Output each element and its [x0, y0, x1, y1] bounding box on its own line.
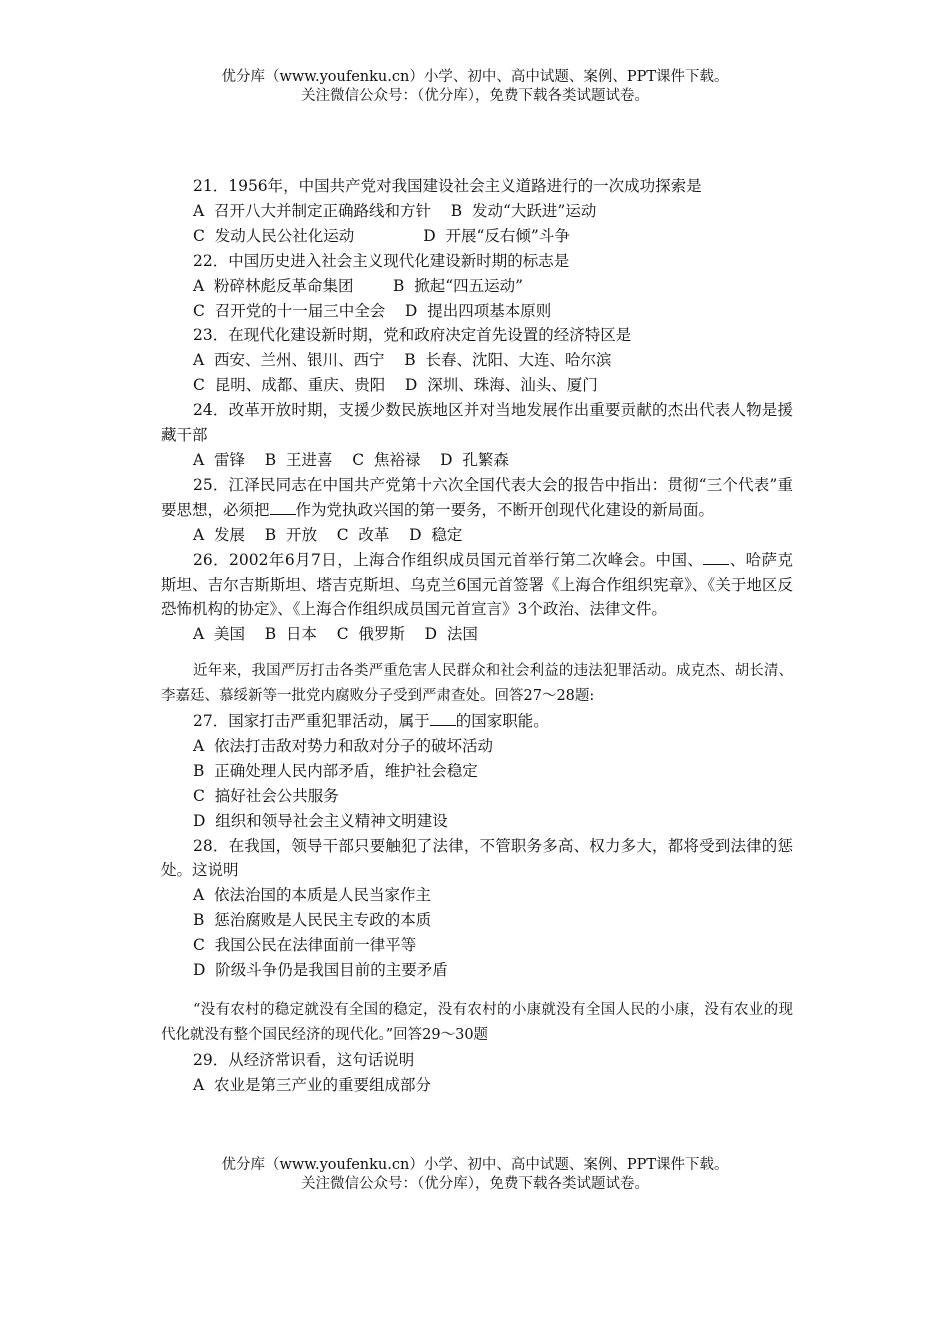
q26-stem-part-a: 26．2002年6月7日，上海合作组织成员国元首举行第二次峰会。中国、 — [193, 550, 704, 569]
answer-blank — [270, 500, 296, 515]
footer-line-2: 关注微信公众号：（优分库），免费下载各类试题试卷。 — [301, 1176, 649, 1192]
q26-stem — [161, 548, 793, 623]
header-line-1: 优分库（www.youfenku.cn）小学、初中、高中试题、案例、PPT课件下载。 — [221, 69, 729, 85]
q26-options: A 美国 B 日本 C 俄罗斯 D 法国 — [193, 625, 478, 644]
q28-stem: 28．在我国，领导干部只要触犯了法律，不管职务多高、权力多大，都将受到法律的惩处。这说明 — [161, 836, 793, 880]
q24-stem: 24．改革开放时期，支援少数民族地区并对当地发展作出重要贡献的杰出代表人物是援藏干部 — [161, 401, 793, 445]
q25-stem — [161, 473, 793, 523]
answer-blank — [430, 711, 456, 726]
q28-option-c: C 我国公民在法律面前一律平等 — [193, 936, 417, 955]
question-body — [161, 174, 793, 1098]
q27-stem — [161, 709, 793, 734]
passage-29-30: “没有农村的稳定就没有全国的稳定，没有农村的小康就没有全国人民的小康，没有农业的现代化就没有整个国民经济的现代化。”回答29～30题 — [161, 1002, 793, 1043]
q23-options-ab: A 西安、兰州、银川、西宁 B 长春、沈阳、大连、哈尔滨 — [193, 351, 612, 370]
passage-27-28: 近年来，我国严厉打击各类严重危害人民群众和社会利益的违法犯罪活动。成克杰、胡长清、李嘉廷、慕绥新等一批党内腐败分子受到严肃查处。回答27～28题: — [161, 663, 793, 705]
q21-options-cd: C 发动人民公社化运动 D 开展“反右倾”斗争 — [193, 226, 570, 245]
q22-options-ab: A 粉碎林彪反革命集团 B 掀起“四五运动” — [193, 276, 524, 295]
q23-options-cd: C 昆明、成都、重庆、贵阳 D 深圳、珠海、汕头、厦门 — [193, 376, 598, 395]
q27-option-b: B 正确处理人民内部矛盾，维护社会稳定 — [193, 761, 478, 780]
q22-stem: 22．中国历史进入社会主义现代化建设新时期的标志是 — [193, 251, 570, 270]
q25-options: A 发展 B 开放 C 改革 D 稳定 — [193, 525, 463, 544]
q24-options: A 雷锋 B 王进喜 C 焦裕禄 D 孔繁森 — [193, 450, 509, 469]
q23-stem: 23．在现代化建设新时期，党和政府决定首先设置的经济特区是 — [193, 326, 632, 345]
q29-option-a: A 农业是第三产业的重要组成部分 — [193, 1075, 432, 1094]
page-footer — [0, 1156, 950, 1194]
q25-stem-part-a: 25．江泽民同志在中国共产党第十六次全国代表大会的报告中指出：贯彻“三个代表”重要思想，必须把 — [161, 475, 793, 519]
q27-option-d: D 组织和领导社会主义精神文明建设 — [193, 811, 448, 830]
q27-option-c: C 搞好社会公共服务 — [193, 786, 339, 805]
footer-line-1: 优分库（www.youfenku.cn）小学、初中、高中试题、案例、PPT课件下载。 — [221, 1157, 729, 1173]
spacer — [161, 647, 793, 659]
q28-option-b: B 惩治腐败是人民民主专政的本质 — [193, 911, 432, 930]
q28-option-a: A 依法治国的本质是人民当家作主 — [193, 886, 432, 905]
q21-options-ab: A 召开八大并制定正确路线和方针 B 发动“大跃进”运动 — [193, 201, 597, 220]
q25-stem-part-b: 作为党执政兴国的第一要务，不断开创现代化建设的新局面。 — [295, 500, 715, 519]
q22-options-cd: C 召开党的十一届三中全会 D 提出四项基本原则 — [193, 301, 552, 320]
q27-stem-part-b: 的国家职能。 — [455, 712, 549, 731]
page-header — [0, 68, 950, 106]
q21-stem: 21．1956年，中国共产党对我国建设社会主义道路进行的一次成功探索是 — [193, 177, 702, 195]
answer-blank — [703, 550, 729, 565]
q27-option-a: A 依法打击敌对势力和敌对分子的破坏活动 — [193, 736, 494, 755]
q28-option-d: D 阶级斗争仍是我国目前的主要矛盾 — [193, 961, 448, 980]
q29-stem: 29．从经济常识看，这句话说明 — [193, 1050, 415, 1069]
q27-stem-part-a: 27．国家打击严重犯罪活动，属于 — [193, 712, 430, 731]
spacer — [161, 983, 793, 998]
q26-stem-part-b: 、哈萨克斯坦、吉尔吉斯斯坦、塔吉克斯坦、乌克兰6国元首签署《上海合作组织宪章》、《关于地区反恐怖机构的协定》、《上海合作组织成员国元首宣言》3个政治、法律文件。 — [161, 550, 793, 619]
header-line-2: 关注微信公众号：（优分库），免费下载各类试题试卷。 — [301, 88, 649, 104]
